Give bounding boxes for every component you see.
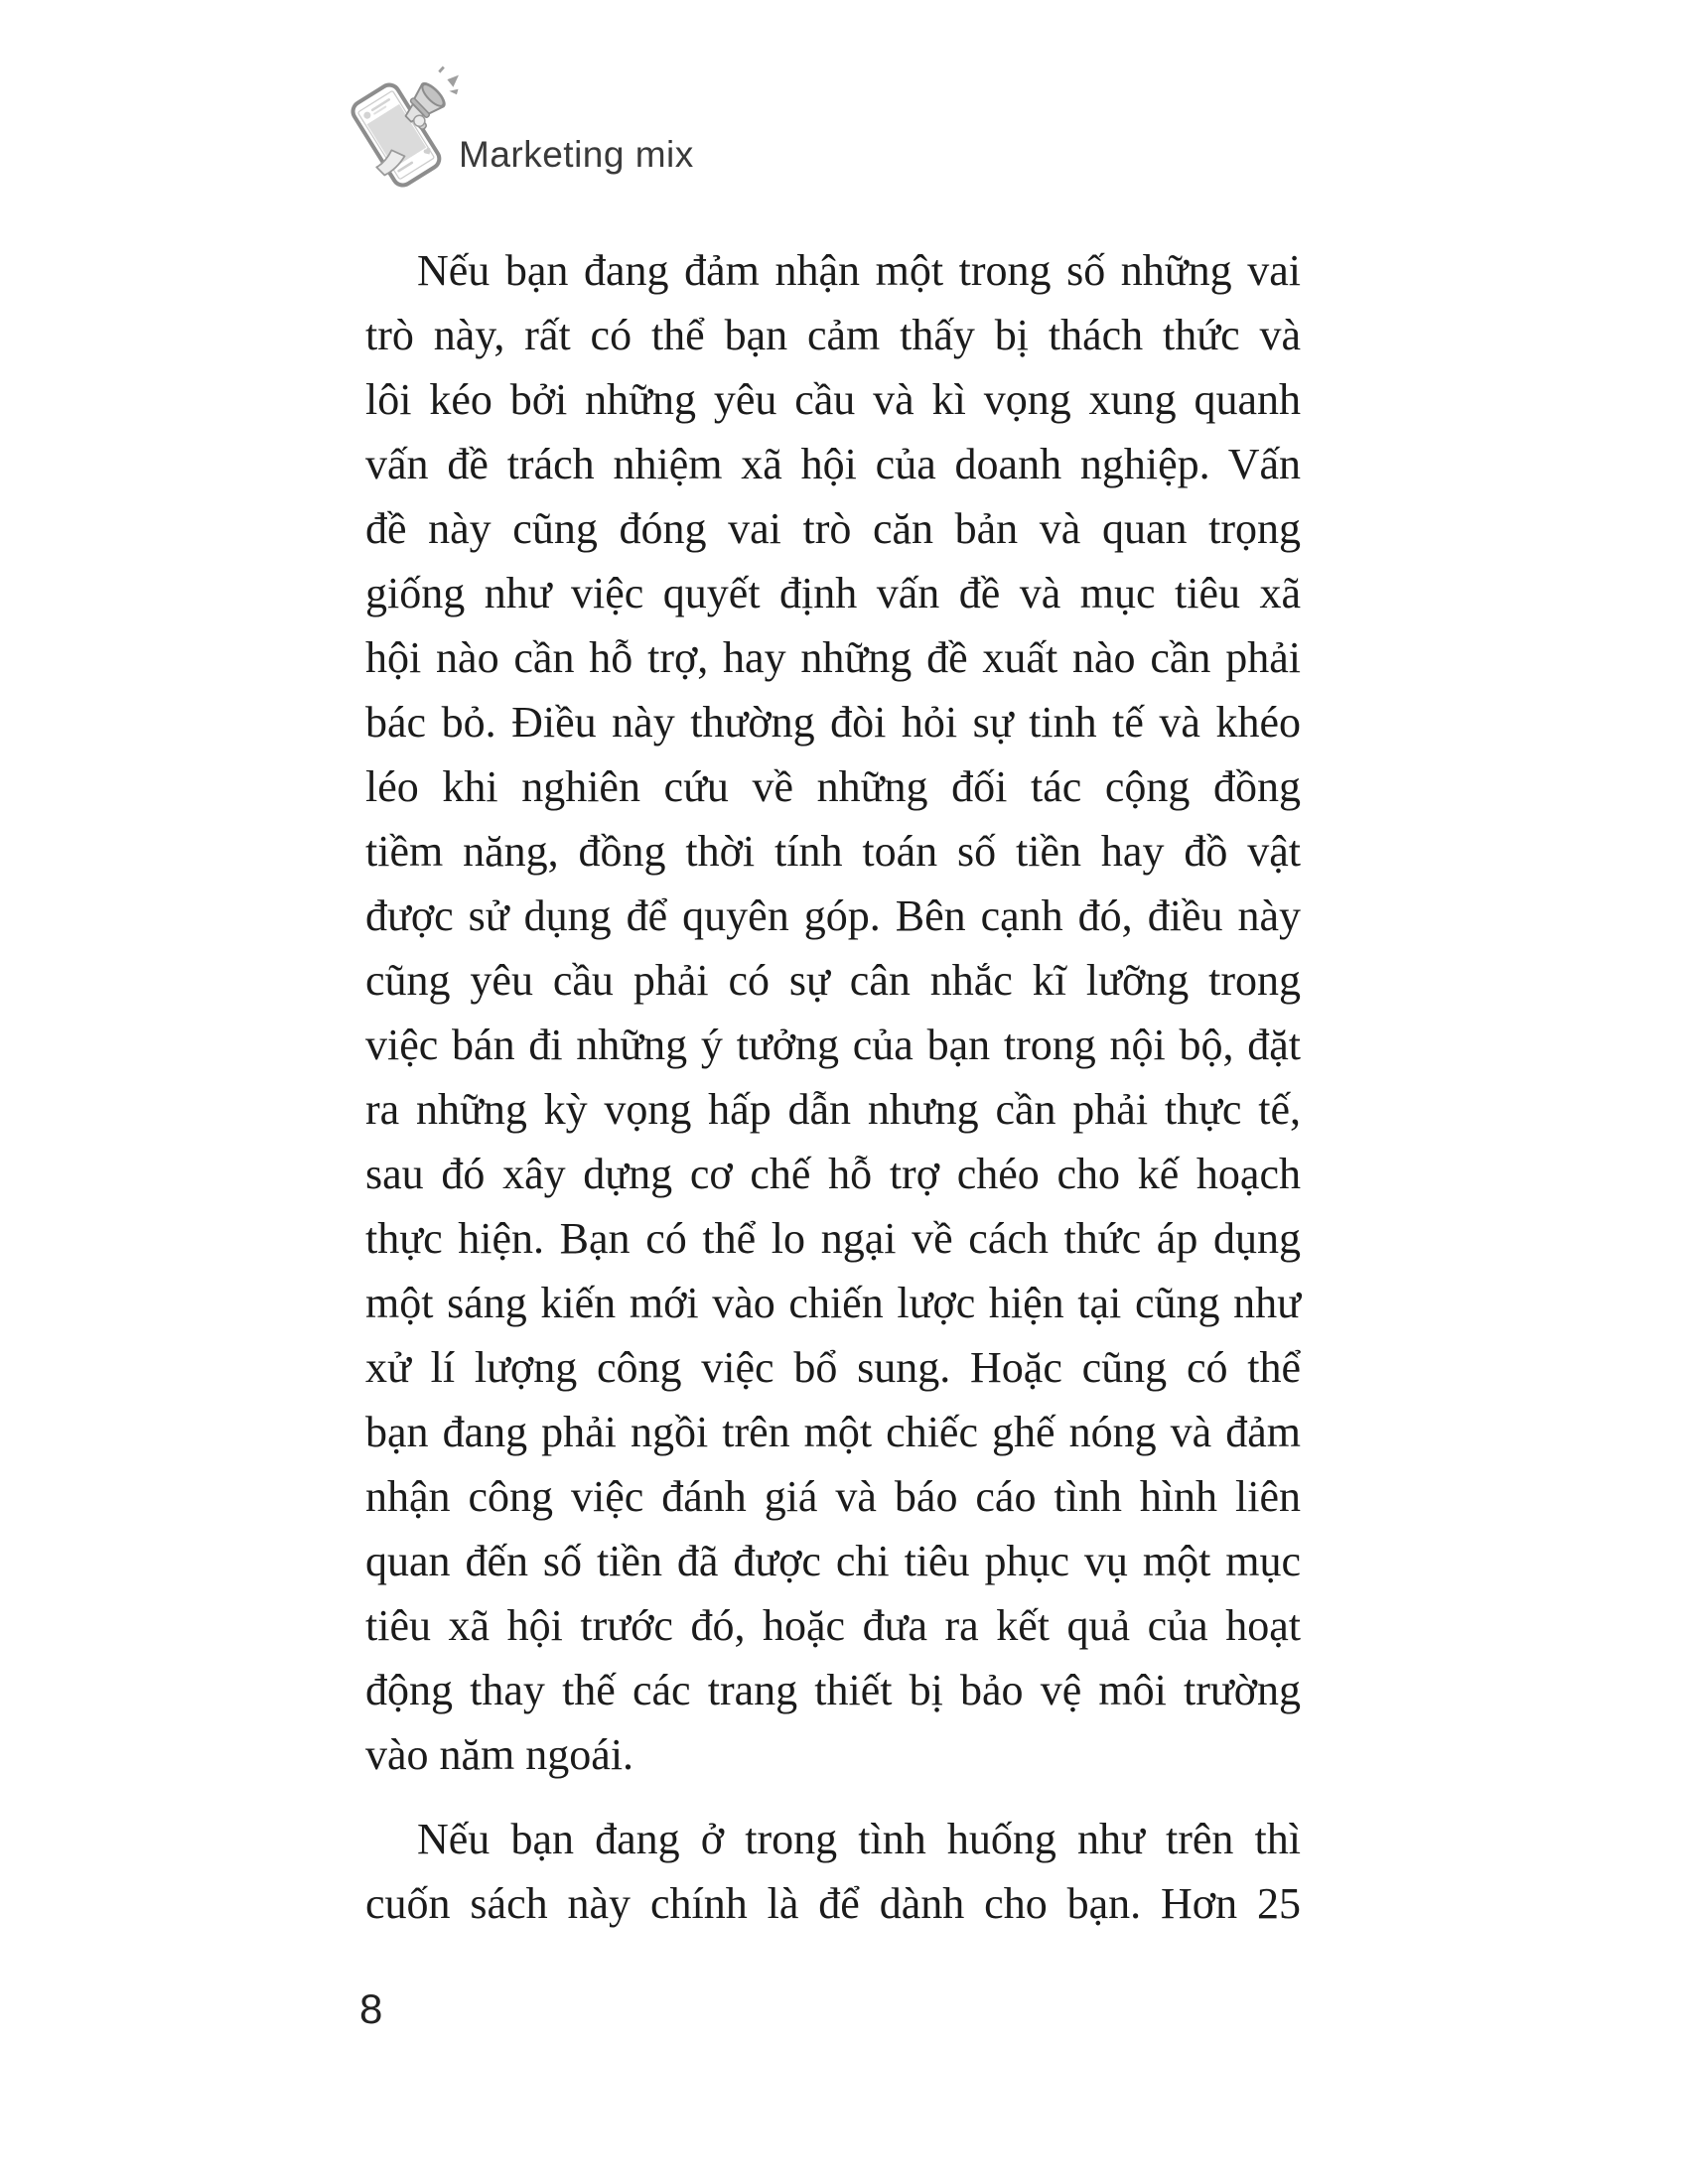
text-line: sau đó xây dựng cơ chế hỗ trợ chéo cho kế hoạch [365,1150,1301,1198]
text-line: léo khi nghiên cứu về những đối tác cộng đồng [365,762,1301,811]
body-text [365,238,1301,1936]
text-line: động thay thế các trang thiết bị bảo vệ môi trường [365,1666,1301,1714]
page-number: 8 [359,1985,383,2032]
text-line: giống như việc quyết định vấn đề và mục tiêu xã [365,569,1301,617]
paragraph-1 [365,238,1301,1787]
paragraph-2 [365,1807,1301,1936]
text-line: cũng yêu cầu phải có sự cân nhắc kĩ lưỡng trong [365,956,1301,1005]
text-line: vấn đề trách nhiệm xã hội của doanh nghiệp. Vấn [365,440,1301,488]
text-line: việc bán đi những ý tưởng của bạn trong nội bộ, đặt [365,1021,1301,1069]
text-line: tiêu xã hội trước đó, hoặc đưa ra kết quả của hoạt [365,1601,1301,1650]
text-line: Nếu bạn đang ở trong tình huống như trên thì [417,1815,1301,1863]
text-line: trò này, rất có thể bạn cảm thấy bị thách thức và [365,311,1301,359]
text-line: ra những kỳ vọng hấp dẫn nhưng cần phải thực tế, [365,1085,1301,1134]
text-line: vào năm ngoái. [365,1730,634,1779]
text-line: hội nào cần hỗ trợ, hay những đề xuất nào cần phải [365,633,1301,682]
text-line: bạn đang phải ngồi trên một chiếc ghế nóng và đảm [365,1408,1301,1456]
text-line: Nếu bạn đang đảm nhận một trong số những vai [417,246,1301,295]
text-line: được sử dụng để quyên góp. Bên cạnh đó, điều này [365,891,1301,940]
text-line: quan đến số tiền đã được chi tiêu phục vụ một mục [365,1537,1301,1585]
text-line: bác bỏ. Điều này thường đòi hỏi sự tinh tế và khéo [365,698,1301,747]
text-line: lôi kéo bởi những yêu cầu và kì vọng xung quanh [365,375,1301,424]
text-line: tiềm năng, đồng thời tính toán số tiền hay đồ vật [365,827,1301,876]
text-line: đề này cũng đóng vai trò căn bản và quan trọng [365,504,1301,553]
text-line: xử lí lượng công việc bổ sung. Hoặc cũng có thể [365,1343,1301,1392]
chapter-title: Marketing mix [459,134,694,175]
text-line: nhận công việc đánh giá và báo cáo tình hình liên [365,1472,1301,1521]
text-line: cuốn sách này chính là để dành cho bạn. Hơn 25 [365,1879,1301,1928]
megaphone-phone-icon [346,52,461,193]
text-line: thực hiện. Bạn có thể lo ngại về cách thức áp dụng [365,1214,1301,1263]
text-line: một sáng kiến mới vào chiến lược hiện tại cũng như [365,1279,1301,1327]
